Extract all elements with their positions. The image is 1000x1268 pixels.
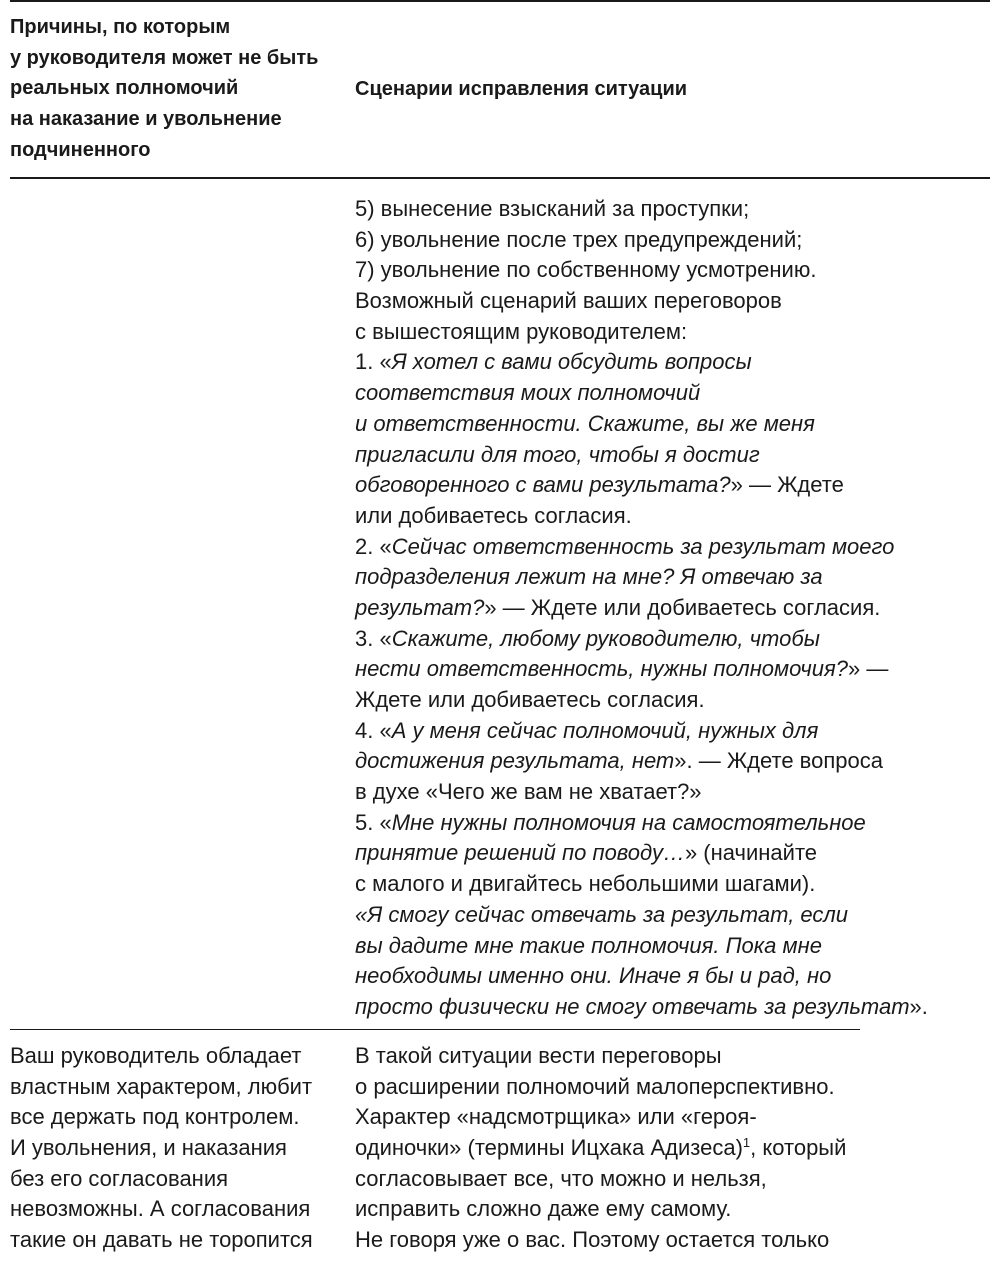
text-line: И увольнения, и наказания xyxy=(10,1135,287,1161)
text-line: все держать под контролем. xyxy=(10,1104,300,1130)
text-line: достижения результата, нет». — Ждете вопроса xyxy=(355,748,883,774)
text-line: Возможный сценарий ваших переговоров xyxy=(355,288,782,314)
text-line: 6) увольнение после трех предупреждений; xyxy=(355,226,803,252)
text-line: и ответственности. Скажите, вы же меня xyxy=(355,410,815,436)
row2-reason-cell xyxy=(10,1041,313,1256)
text-line: согласовывает все, что можно и нельзя, xyxy=(355,1165,767,1191)
text-line: обговоренного с вами результата?» — Ждете xyxy=(355,472,844,498)
column-header-scenarios: Сценарии исправления ситуации xyxy=(355,78,688,100)
text-line: невозможны. А согласования xyxy=(10,1196,311,1222)
text-line: Характер «надсмотрщика» или «героя- xyxy=(355,1104,757,1130)
text-line: Ждете или добиваетесь согласия. xyxy=(355,687,705,712)
text-line: 2. «Сейчас ответственность за результат моего xyxy=(355,533,895,559)
text-line: «Я смогу сейчас отвечать за результат, если xyxy=(355,901,849,927)
text-line: или добиваетесь согласия. xyxy=(355,502,632,528)
text-line: пригласили для того, чтобы я достиг xyxy=(355,441,760,467)
text-line: в духе «Чего же вам не хватает?» xyxy=(355,779,702,805)
text-line: 5. «Мне нужны полномочия на самостоятельное xyxy=(355,809,866,835)
header-line: реальных полномочий xyxy=(10,77,239,100)
text-line: 3. «Скажите, любому руководителю, чтобы xyxy=(355,625,820,651)
text-line: с вышестоящим руководителем: xyxy=(355,318,688,344)
text-line: исправить сложно даже ему самому. xyxy=(355,1196,732,1222)
text-line: Ваш руководитель обладает xyxy=(10,1043,302,1068)
header-bottom-rule xyxy=(10,177,990,179)
header-line: у руководителя может не быть xyxy=(10,46,319,69)
text-line: о расширении полномочий малоперспективно. xyxy=(355,1073,835,1099)
text-line: вы дадите мне такие полномочия. Пока мне xyxy=(355,932,822,958)
text-line: принятие решений по поводу…» (начинайте xyxy=(355,840,818,866)
text-line: 5) вынесение взысканий за проступки; xyxy=(355,196,750,221)
row2-scenarios-cell xyxy=(355,1041,846,1256)
header-line: подчиненного xyxy=(10,138,151,161)
text-line: результат?» — Ждете или добиваетесь согласия. xyxy=(355,594,881,620)
text-line: без его согласования xyxy=(10,1165,229,1191)
text-line: 1. «Я хотел с вами обсудить вопросы xyxy=(355,349,752,375)
text-line: просто физически не смогу отвечать за результат». xyxy=(355,993,928,1019)
text-line: Не говоря уже о вас. Поэтому остается только xyxy=(355,1227,830,1253)
header-line: Причины, по которым xyxy=(10,16,231,38)
row1-scenarios-cell xyxy=(355,194,928,1023)
text-line: необходимы именно они. Иначе я бы и рад, но xyxy=(355,963,832,989)
header-line: на наказание и увольнение xyxy=(10,108,282,131)
text-line: 7) увольнение по собственному усмотрению. xyxy=(355,257,817,283)
table-top-rule xyxy=(10,0,990,2)
column-header-reasons xyxy=(10,12,330,165)
footnote-marker: 1 xyxy=(742,1135,751,1151)
text-line: соответствия моих полномочий xyxy=(355,380,701,406)
text-line: с малого и двигайтесь небольшими шагами). xyxy=(355,871,816,897)
row-separator-rule xyxy=(10,1029,860,1030)
text-line: подразделения лежит на мне? Я отвечаю за xyxy=(355,564,823,590)
text-line: одиночки» (термины Ицхака Адизеса)$^1$, который xyxy=(355,1135,847,1161)
text-line: В такой ситуации вести переговоры xyxy=(355,1043,722,1068)
text-line: такие он давать не торопится xyxy=(10,1227,313,1253)
text-line: нести ответственность, нужны полномочия?» — xyxy=(355,656,889,682)
text-line: 4. «А у меня сейчас полномочий, нужных для xyxy=(355,717,819,743)
text-line: властным характером, любит xyxy=(10,1073,313,1099)
